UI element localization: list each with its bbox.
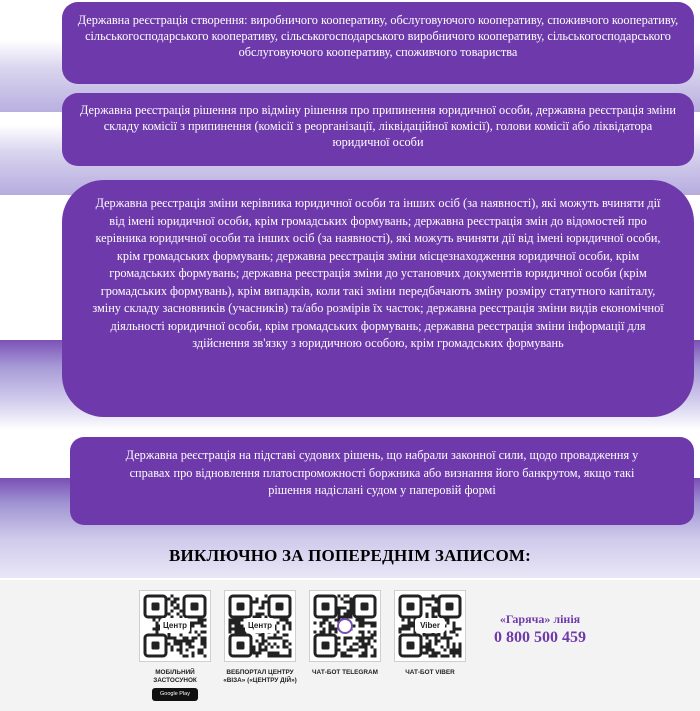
appointment-headline: ВИКЛЮЧНО ЗА ПОПЕРЕДНІМ ЗАПИСОМ: [169,546,531,565]
qr-logo: Центр [160,618,190,633]
service-box-termination-commission: Державна реєстрація рішення про відміну рішення про припинення юридичної особи, державна реєстрація зміни складу комісії з припинення (комісії з реорганізації, ліквідаційної комісії), голови комісії або ліквідатора юридичної особи [62,93,694,166]
hotline-number[interactable]: 0 800 500 459 [494,629,586,646]
qr-code-icon[interactable] [224,590,296,662]
qr-telegram[interactable] [307,590,383,677]
qr-viber[interactable] [392,590,468,677]
qr-caption: МОБІЛЬНИЙ ЗАСТОСУНОК [153,669,197,684]
telegram-logo-icon [337,618,353,634]
qr-caption: ЧАТ-БОТ VIBER [405,669,455,676]
qr-web-portal[interactable] [222,590,298,684]
telegram-icon[interactable] [309,590,381,662]
viber-logo: Viber [415,618,445,633]
qr-code-icon[interactable] [139,590,211,662]
service-box-cooperatives: Державна реєстрація створення: виробничого кооперативу, обслуговуючого кооперативу, споживчого кооперативу, сільськогосподарського кооперативу, сільськогосподарського виробничого кооперативу, сільськогосподарського обслуговуючого кооперативу, споживчого товариства [62,2,694,84]
qr-logo: Центр [245,618,275,633]
viber-icon[interactable] [394,590,466,662]
qr-caption: ВЕБПОРТАЛ ЦЕНТРУ «ВІЗА» («ЦЕНТРУ ДІЙ») [223,669,297,684]
service-box-changes-legal-entity: Державна реєстрація зміни керівника юридичної особи та інших осіб (за наявності), які можуть вчиняти дії від імені юридичної особи, крім громадських формувань; державна реєстрація змін до відомостей про керівника юридичної особи та інших осіб (за наявності), які можуть вчиняти дії від імені юридичної особи, крім громадських формувань; державна реєстрація зміни місцезнаходження юридичної особи, крім громадських формувань; державна реєстрація зміни до установчих документів юридичної особи (крім громадських формувань), крім випадків, коли такі зміни передбачають зміну розміру статутного капіталу, зміну складу засновників (учасників) та/або розмірів їх часток; державна реєстрація зміни видів економічної діяльності юридичної особи, крім громадських формувань; державна реєстрація зміни інформації для здійснення зв'язку з юридичною особою, крім громадських формувань [62,180,694,417]
service-box-court-decisions: Державна реєстрація на підставі судових рішень, що набрали законної сили, щодо провадження у справах про відновлення платоспроможності боржника або визнання його банкрутом, якщо такі рішення надіслані судом у паперовій формі [70,437,694,525]
hotline [470,612,610,647]
google-play-badge[interactable]: Google Play [152,688,198,701]
qr-mobile-app[interactable] [137,590,213,701]
hotline-label: «Гаряча» лінія [499,612,581,626]
qr-caption: ЧАТ-БОТ TELEGRAM [312,669,378,676]
